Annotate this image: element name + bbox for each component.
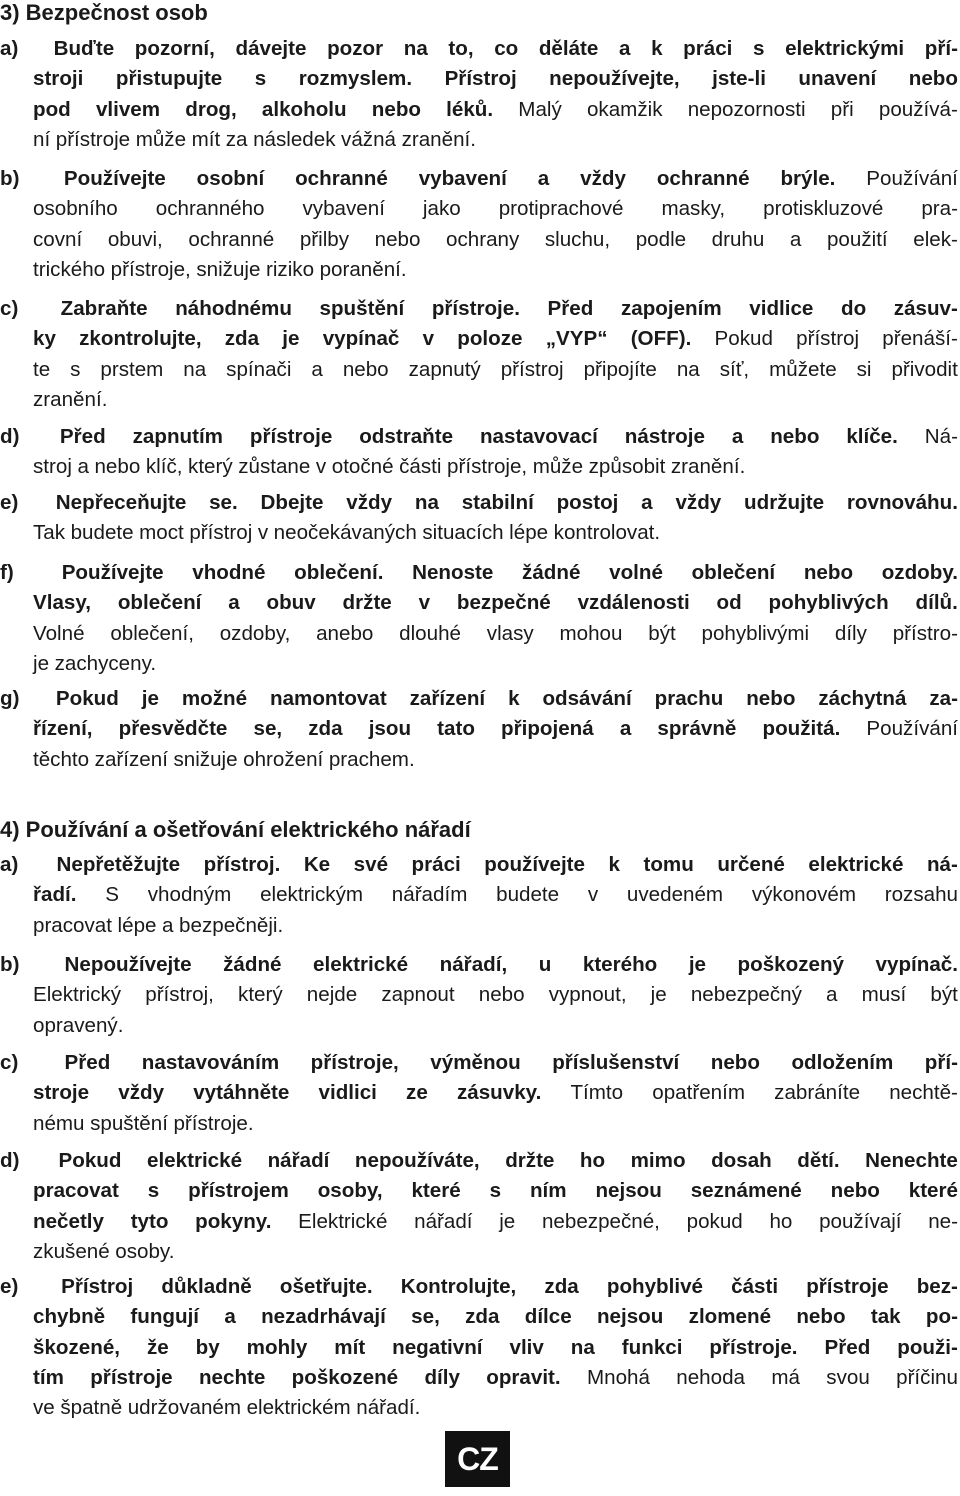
item-4b (0, 950, 958, 1041)
item-3c (0, 294, 958, 415)
item-3d (0, 422, 958, 483)
language-badge-label: CZ (457, 1440, 498, 1477)
item-label: e) (0, 1275, 19, 1298)
item-label: a) (0, 853, 19, 876)
text-line: pracovat s přístrojem osoby, které s ním nejsou seznámené nebo které (33, 1179, 958, 1203)
item-label: f) (0, 561, 14, 584)
text-line: zranění. (33, 387, 108, 411)
text-line: Vlasy, oblečení a obuv držte v bezpečné vzdálenosti od pohyblivých dílů. (33, 591, 958, 615)
text-line: g) Pokud je možné namontovat zařízení k odsávání prachu nebo záchytná za- (0, 684, 958, 714)
text-line: ky zkontrolujte, zda je vypínač v poloze „VYP“ (OFF). Pokud přístroj přenáší- (33, 327, 958, 351)
text-line: nému spuštění přístroje. (33, 1111, 254, 1135)
text-line: stroji přistupujte s rozmyslem. Přístroj nepoužívejte, jste-li unavení nebo (33, 67, 958, 91)
text-line: stroj a nebo klíč, který zůstane v otočné části přístroje, může způsobit zranění. (33, 455, 746, 479)
text-line: škozené, že by mohly mít negativní vliv na funkci přístroje. Před použi- (33, 1335, 958, 1359)
text-line: řízení, přesvědčte se, zda jsou tato připojená a správně použitá. Používání (33, 717, 958, 741)
text-line: b) Používejte osobní ochranné vybavení a vždy ochranné brýle. Používání (0, 164, 958, 194)
item-label: c) (0, 297, 19, 320)
text-line: d) Pokud elektrické nářadí nepoužíváte, držte ho mimo dosah dětí. Nenechte (0, 1146, 958, 1176)
text-line: b) Nepoužívejte žádné elektrické nářadí, u kterého je poškozený vypínač. (0, 950, 958, 980)
item-4d (0, 1146, 958, 1267)
text-line: stroje vždy vytáhněte vidlici ze zásuvky. Tímto opatřením zabráníte nechtě- (33, 1081, 958, 1105)
item-3f (0, 558, 958, 679)
text-line: pracovat lépe a bezpečněji. (33, 913, 284, 937)
item-3a (0, 34, 958, 155)
text-line: c) Zabraňte náhodnému spuštění přístroje. Před zapojením vidlice do zásuv- (0, 294, 958, 324)
text-line: je zachyceny. (33, 651, 157, 675)
language-badge (445, 1431, 510, 1487)
text-line: Tak budete moct přístroj v neočekávaných situacích lépe kontrolovat. (33, 521, 661, 545)
item-label: b) (0, 167, 20, 190)
text-line: nečetly tyto pokyny. Elektrické nářadí je nebezpečné, pokud ho používají ne- (33, 1209, 958, 1233)
item-3e (0, 488, 958, 549)
item-label: a) (0, 37, 19, 60)
item-4c (0, 1048, 958, 1139)
text-line: d) Před zapnutím přístroje odstraňte nastavovací nástroje a nebo klíče. Ná- (0, 422, 958, 452)
item-label: c) (0, 1051, 19, 1074)
text-line: Volné oblečení, ozdoby, anebo dlouhé vlasy mohou být pohyblivými díly přístro- (33, 621, 958, 645)
item-label: d) (0, 425, 20, 448)
text-line: tím přístroje nechte poškozené díly opravit. Mnohá nehoda má svou příčinu (33, 1365, 958, 1389)
text-line: opravený. (33, 1013, 124, 1037)
text-line: trického přístroje, snižuje riziko poranění. (33, 257, 407, 281)
text-line: ve špatně udržovaném elektrickém nářadí. (33, 1396, 421, 1420)
item-4a (0, 850, 958, 941)
item-4e (0, 1272, 958, 1423)
text-line: c) Před nastavováním přístroje, výměnou příslušenství nebo odložením pří- (0, 1048, 958, 1078)
text-line: a) Buďte pozorní, dávejte pozor na to, co děláte a k práci s elektrickými pří- (0, 34, 958, 64)
item-label: g) (0, 687, 20, 710)
text-line: e) Přístroj důkladně ošetřujte. Kontrolujte, zda pohyblivé části přístroje bez- (0, 1272, 958, 1302)
item-3g (0, 684, 958, 775)
text-line: e) Nepřeceňujte se. Dbejte vždy na stabilní postoj a vždy udržujte rovnováhu. (0, 488, 958, 518)
text-line: f) Používejte vhodné oblečení. Nenoste žádné volné oblečení nebo ozdoby. (0, 558, 958, 588)
text-line: Elektrický přístroj, který nejde zapnout nebo vypnout, je nebezpečný a musí být (33, 983, 958, 1007)
text-line: chybně fungují a nezadrhávají se, zda dílce nejsou zlomené nebo tak po- (33, 1305, 958, 1329)
section-4-title: 4) Používání a ošetřování elektrického nářadí (0, 817, 471, 842)
item-3b (0, 164, 958, 285)
text-line: a) Nepřetěžujte přístroj. Ke své práci používejte k tomu určené elektrické ná- (0, 850, 958, 880)
text-line: zkušené osoby. (33, 1239, 175, 1263)
item-label: e) (0, 491, 19, 514)
text-line: covní obuvi, ochranné přilby nebo ochrany sluchu, podle druhu a použití elek- (33, 227, 958, 251)
text-line: těchto zařízení snižuje ohrožení prachem. (33, 747, 415, 771)
text-line: pod vlivem drog, alkoholu nebo léků. Malý okamžik nepozornosti při používá- (33, 97, 958, 121)
item-label: b) (0, 953, 20, 976)
text-line: řadí. S vhodným elektrickým nářadím budete v uvedeném výkonovém rozsahu (33, 883, 958, 907)
section-3-title: 3) Bezpečnost osob (0, 0, 208, 25)
item-label: d) (0, 1149, 20, 1172)
text-line: osobního ochranného vybavení jako protiprachové masky, protiskluzové pra- (33, 197, 958, 221)
text-line: te s prstem na spínači a nebo zapnutý přístroj připojíte na síť, můžete si přivodit (33, 357, 958, 381)
text-line: ní přístroje může mít za následek vážná zranění. (33, 127, 476, 151)
